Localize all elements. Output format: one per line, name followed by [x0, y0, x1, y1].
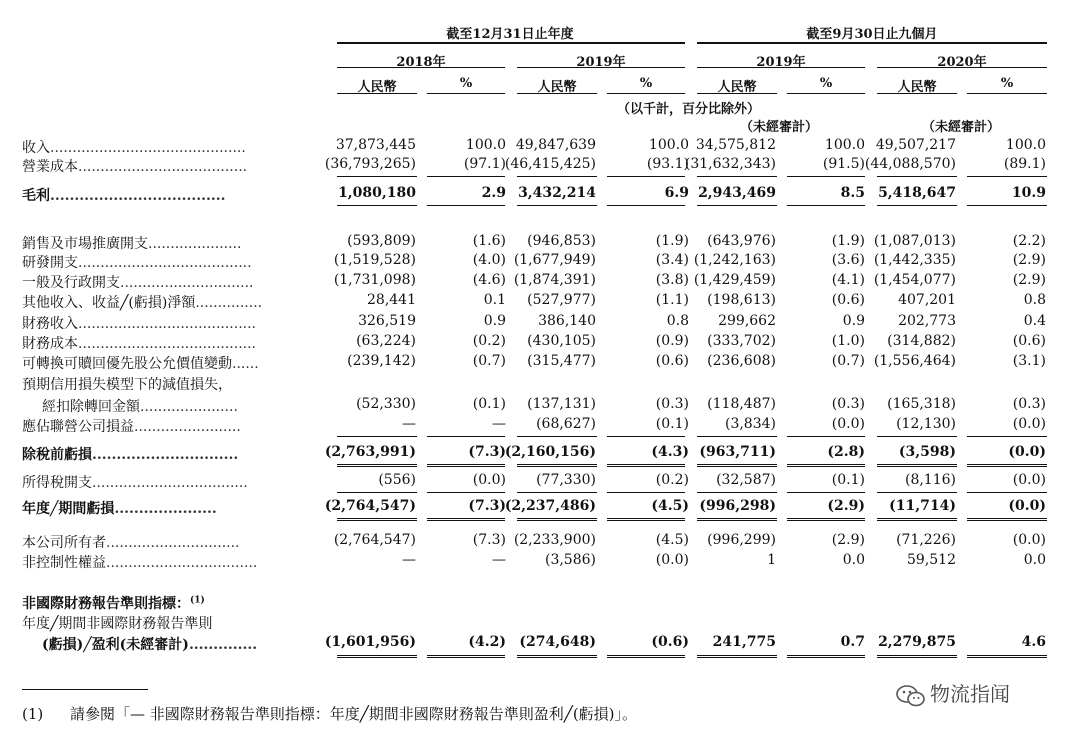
percent-cell: 100.0 — [648, 137, 689, 153]
amount-cell: 386,140 — [538, 313, 596, 329]
year-header-2018: 2018年 — [396, 55, 446, 70]
percent-cell: (4.0) — [472, 252, 506, 268]
table-row — [0, 472, 1080, 492]
percent-cell: (0.7) — [831, 353, 865, 369]
row-label: 財務收入........................................ — [22, 316, 257, 332]
amount-cell: (996,299) — [707, 532, 776, 548]
amount-cell: 241,775 — [712, 634, 776, 650]
footnote-text: 請參閱「— 非國際財務報告準則指標：年度╱期間非國際財務報告準則盈利╱(虧損)」。 — [70, 705, 638, 723]
row-label: 非國際財務報告準則指標：$^{(1)}$ — [22, 595, 205, 612]
group-header-nine-months: 截至9月30日止九個月 — [806, 27, 938, 42]
unaudited-note: （未經審計） — [922, 120, 1001, 135]
amount-cell: 59,512 — [907, 552, 956, 568]
total-rule — [517, 492, 597, 493]
total-rule — [517, 464, 597, 467]
amount-cell: (963,711) — [699, 444, 776, 460]
percent-cell: (0.0) — [1012, 472, 1046, 488]
amount-cell: (2,763,991) — [324, 444, 416, 460]
total-rule — [787, 205, 865, 206]
amount-cell: (430,105) — [527, 333, 596, 349]
percent-cell: (3.1) — [1012, 353, 1046, 369]
total-rule — [517, 176, 597, 177]
currency-rule — [337, 93, 417, 94]
total-rule — [877, 492, 957, 493]
percent-cell: (0.0) — [1012, 532, 1046, 548]
percent-cell: (0.0) — [1012, 416, 1046, 432]
percent-cell: 100.0 — [824, 137, 865, 153]
percent-cell: 0.8 — [1023, 292, 1046, 308]
percent-cell: (1.9) — [655, 233, 689, 249]
amount-cell: 3,432,214 — [518, 185, 596, 201]
amount-cell: 2,943,469 — [698, 185, 776, 201]
percent-cell: (3.8) — [655, 272, 689, 288]
percent-cell: (0.0) — [472, 472, 506, 488]
amount-cell: (63,224) — [356, 333, 416, 349]
leader-dots: .............................. — [106, 535, 240, 551]
table-row — [0, 272, 1080, 292]
total-rule — [337, 176, 417, 177]
table-row — [0, 333, 1080, 353]
total-rule — [877, 176, 957, 177]
row-label: 財務成本........................................ — [22, 336, 257, 352]
total-rule — [787, 655, 865, 658]
total-rule — [697, 176, 777, 177]
leader-dots: ................................... — [92, 475, 248, 491]
amount-cell: (333,702) — [707, 333, 776, 349]
row-label: (虧損)╱盈利(未經審計).............. — [42, 637, 258, 653]
amount-cell: — — [402, 552, 416, 568]
percent-cell: 100.0 — [1005, 137, 1046, 153]
percent-cell: (0.6) — [831, 292, 865, 308]
percent-cell: (0.3) — [1012, 396, 1046, 412]
percent-cell: (0.1) — [472, 396, 506, 412]
amount-cell: (527,977) — [527, 292, 596, 308]
percent-cell: — — [492, 416, 506, 432]
unaudited-note: （未經審計） — [740, 120, 819, 135]
percent-header: % — [819, 76, 833, 91]
percent-cell: (0.9) — [655, 333, 689, 349]
group-rule-2 — [697, 42, 1047, 44]
total-rule — [427, 655, 505, 658]
percent-cell: 0.9 — [842, 313, 865, 329]
leader-dots: ............... — [195, 295, 263, 311]
total-rule — [607, 492, 685, 493]
total-rule — [427, 205, 505, 206]
percent-cell: (3.4) — [655, 252, 689, 268]
currency-header: 人民幣 — [357, 80, 397, 95]
row-label: 非控制性權益.................................. — [22, 555, 258, 571]
leader-dots: ...................... — [140, 399, 238, 415]
total-rule — [517, 436, 597, 437]
table-row — [0, 233, 1080, 253]
row-label: 預期信用損失模型下的減值損失， — [22, 377, 232, 393]
percent-cell: (0.1) — [831, 472, 865, 488]
percent-cell: 0.0 — [1023, 552, 1046, 568]
total-rule — [337, 655, 417, 658]
group-header-year-ended: 截至12月31日止年度 — [446, 27, 574, 42]
percent-cell: (2.2) — [1012, 233, 1046, 249]
percent-cell: 100.0 — [465, 137, 506, 153]
leader-dots: .............................. — [92, 447, 239, 463]
table-row — [0, 252, 1080, 272]
leader-dots: ........................ — [134, 419, 241, 435]
amount-cell: (2,160,156) — [504, 444, 596, 460]
total-rule — [877, 655, 957, 658]
total-rule — [697, 655, 777, 658]
total-rule — [607, 176, 685, 177]
currency-rule — [877, 93, 957, 94]
percent-cell: (1.9) — [831, 233, 865, 249]
row-label: 收入............................................ — [22, 140, 246, 156]
amount-cell: (996,298) — [699, 498, 776, 514]
percent-cell: (2.9) — [1012, 252, 1046, 268]
row-label: 應佔聯營公司損益........................ — [22, 419, 241, 435]
percent-cell: (0.6) — [651, 634, 689, 650]
amount-cell: 28,441 — [367, 292, 416, 308]
amount-cell: (556) — [378, 472, 416, 488]
amount-cell: (1,677,949) — [513, 252, 596, 268]
percent-cell: (89.1) — [1003, 156, 1046, 172]
table-row — [0, 444, 1080, 464]
total-rule — [697, 436, 777, 437]
percent-cell: (4.5) — [651, 498, 689, 514]
total-rule — [337, 464, 417, 467]
table-row — [0, 313, 1080, 333]
row-label: 營業成本...................................... — [22, 159, 248, 175]
total-rule — [877, 205, 957, 206]
percent-cell: 0.9 — [483, 313, 506, 329]
currency-rule — [607, 93, 685, 94]
amount-cell: (3,598) — [898, 444, 956, 460]
percent-cell: (0.3) — [655, 396, 689, 412]
table-row — [0, 613, 1080, 633]
amount-cell: 5,418,647 — [878, 185, 956, 201]
percent-cell: (2.9) — [1012, 272, 1046, 288]
total-rule — [697, 464, 777, 467]
leader-dots: .............................. — [120, 275, 254, 291]
amount-cell: (77,330) — [536, 472, 596, 488]
total-rule — [427, 436, 505, 437]
total-rule — [877, 436, 957, 437]
row-label: 研發開支....................................... — [22, 255, 252, 271]
total-rule — [607, 655, 685, 658]
amount-cell: 37,873,445 — [335, 137, 416, 153]
amount-cell: (118,487) — [707, 396, 776, 412]
table-row — [0, 532, 1080, 552]
total-rule — [607, 518, 685, 521]
table-row — [0, 185, 1080, 205]
total-rule — [517, 205, 597, 206]
percent-cell: (4.6) — [472, 272, 506, 288]
footnote — [22, 703, 637, 724]
table-row — [0, 156, 1080, 176]
amount-cell: (32,587) — [716, 472, 776, 488]
watermark — [896, 678, 1010, 708]
percent-cell: (7.3) — [472, 532, 506, 548]
percent-header: % — [639, 76, 653, 91]
amount-cell: (71,226) — [896, 532, 956, 548]
total-rule — [337, 518, 417, 521]
percent-cell: (3.6) — [831, 252, 865, 268]
total-rule — [427, 518, 505, 521]
currency-header: 人民幣 — [897, 80, 937, 95]
percent-cell: (97.1) — [463, 156, 506, 172]
year-rule — [337, 67, 505, 68]
amount-cell: (946,853) — [527, 233, 596, 249]
amount-cell: 2,279,875 — [878, 634, 956, 650]
leader-dots: .................................. — [106, 555, 258, 571]
amount-cell: (643,976) — [707, 233, 776, 249]
percent-cell: (0.2) — [655, 472, 689, 488]
amount-cell: (1,429,459) — [693, 272, 776, 288]
percent-cell: 8.5 — [840, 185, 865, 201]
amount-cell: 34,575,812 — [695, 137, 776, 153]
total-rule — [967, 436, 1047, 437]
total-rule — [697, 492, 777, 493]
leader-dots: ..................... — [114, 501, 217, 517]
total-rule — [607, 205, 685, 206]
wechat-icon — [896, 682, 930, 706]
percent-cell: (0.0) — [831, 416, 865, 432]
amount-cell: (31,632,343) — [684, 156, 776, 172]
amount-cell: (239,142) — [347, 353, 416, 369]
total-rule — [967, 464, 1047, 467]
currency-header: 人民幣 — [537, 80, 577, 95]
table-row — [0, 634, 1080, 654]
total-rule — [787, 492, 865, 493]
amount-cell: (315,477) — [527, 353, 596, 369]
table-row — [0, 353, 1080, 373]
table-row — [0, 416, 1080, 436]
leader-dots: .............. — [188, 637, 258, 653]
row-label: 銷售及市場推廣開支..................... — [22, 236, 242, 252]
row-label: 可轉換可贖回優先股公允價值變動...... — [22, 356, 259, 372]
amount-cell: (1,601,956) — [324, 634, 416, 650]
total-rule — [967, 655, 1047, 658]
amount-cell: (8,116) — [904, 472, 956, 488]
leader-dots: ..................... — [148, 236, 242, 252]
amount-cell: 1,080,180 — [338, 185, 416, 201]
amount-cell: (198,613) — [707, 292, 776, 308]
amount-cell: (3,834) — [724, 416, 776, 432]
year-header-2019-annual: 2019年 — [576, 55, 626, 70]
percent-cell: 6.9 — [664, 185, 689, 201]
percent-cell: (1.1) — [655, 292, 689, 308]
leader-dots: ...... — [232, 356, 259, 372]
amount-cell: (1,874,391) — [513, 272, 596, 288]
leader-dots: ....................................... — [78, 255, 252, 271]
total-rule — [337, 205, 417, 206]
leader-dots: .................................... — [50, 188, 226, 204]
amount-cell: (1,087,013) — [873, 233, 956, 249]
total-rule — [337, 436, 417, 437]
percent-cell: (91.5) — [822, 156, 865, 172]
amount-cell: (137,131) — [527, 396, 596, 412]
table-row — [0, 593, 1080, 613]
percent-cell: 4.6 — [1021, 634, 1046, 650]
year-rule — [697, 67, 865, 68]
total-rule — [697, 205, 777, 206]
percent-header: % — [1000, 76, 1014, 91]
percent-cell: (0.0) — [655, 552, 689, 568]
percent-cell: (93.1) — [646, 156, 689, 172]
percent-cell: (0.3) — [831, 396, 865, 412]
percent-cell: (4.1) — [831, 272, 865, 288]
percent-cell: (0.6) — [655, 353, 689, 369]
total-rule — [427, 176, 505, 177]
amount-cell: (314,882) — [887, 333, 956, 349]
units-note: （以千計，百分比除外） — [617, 102, 761, 117]
percent-cell: (0.6) — [1012, 333, 1046, 349]
percent-cell: 0.7 — [840, 634, 865, 650]
total-rule — [967, 492, 1047, 493]
total-rule — [517, 518, 597, 521]
percent-cell: (7.3) — [468, 498, 506, 514]
percent-cell: (7.3) — [468, 444, 506, 460]
amount-cell: (2,764,547) — [333, 532, 416, 548]
amount-cell: (44,088,570) — [864, 156, 956, 172]
percent-cell: (4.5) — [655, 532, 689, 548]
amount-cell: (46,415,425) — [504, 156, 596, 172]
footnote-number: (1) — [22, 705, 44, 723]
currency-rule — [697, 93, 777, 94]
amount-cell: (36,793,265) — [324, 156, 416, 172]
amount-cell: (1,242,163) — [693, 252, 776, 268]
currency-rule — [427, 93, 505, 94]
percent-cell: (2.9) — [831, 532, 865, 548]
watermark-text: 物流指闻 — [930, 682, 1010, 706]
total-rule — [877, 464, 957, 467]
amount-cell: (2,237,486) — [504, 498, 596, 514]
year-header-2020: 2020年 — [937, 55, 987, 70]
total-rule — [787, 176, 865, 177]
table-row — [0, 552, 1080, 572]
amount-cell: (165,318) — [887, 396, 956, 412]
leader-dots: ............................................ — [50, 140, 246, 156]
total-rule — [877, 518, 957, 521]
amount-cell: (593,809) — [347, 233, 416, 249]
row-label: 毛利.................................... — [22, 188, 226, 204]
percent-cell: (0.7) — [472, 353, 506, 369]
amount-cell: (1,731,098) — [333, 272, 416, 288]
amount-cell: 326,519 — [358, 313, 416, 329]
leader-dots: ........................................ — [78, 316, 257, 332]
row-label: 年度╱期間虧損..................... — [22, 501, 217, 517]
leader-dots: ...................................... — [78, 159, 248, 175]
total-rule — [607, 436, 685, 437]
year-header-2019-nine-months: 2019年 — [756, 55, 806, 70]
percent-cell: (0.0) — [1008, 444, 1046, 460]
amount-cell: (1,442,335) — [873, 252, 956, 268]
percent-header: % — [459, 76, 473, 91]
leader-dots: ........................................ — [78, 336, 257, 352]
amount-cell: 299,662 — [718, 313, 776, 329]
percent-cell: (2.9) — [827, 498, 865, 514]
amount-cell: (1,556,464) — [873, 353, 956, 369]
row-label: 經扣除轉回金額...................... — [42, 399, 238, 415]
row-label: 除稅前虧損.............................. — [22, 447, 239, 463]
percent-cell: (0.1) — [655, 416, 689, 432]
amount-cell: — — [402, 416, 416, 432]
currency-rule — [967, 93, 1047, 94]
footnote-rule — [22, 689, 148, 690]
amount-cell: (68,627) — [536, 416, 596, 432]
row-label: 其他收入、收益╱(虧損)淨額............... — [22, 295, 263, 311]
total-rule — [967, 205, 1047, 206]
amount-cell: (2,233,900) — [513, 532, 596, 548]
percent-cell: 0.1 — [483, 292, 506, 308]
total-rule — [427, 464, 505, 467]
percent-cell: 0.0 — [842, 552, 865, 568]
percent-cell: (2.8) — [827, 444, 865, 460]
total-rule — [337, 492, 417, 493]
total-rule — [517, 655, 597, 658]
percent-cell: (0.2) — [472, 333, 506, 349]
table-row — [0, 137, 1080, 157]
amount-cell: 1 — [767, 552, 776, 568]
amount-cell: (1,519,528) — [333, 252, 416, 268]
amount-cell: 407,201 — [898, 292, 956, 308]
table-row — [0, 498, 1080, 518]
row-label: 年度╱期間非國際財務報告準則 — [22, 616, 213, 632]
amount-cell: 49,507,217 — [875, 137, 956, 153]
table-row — [0, 396, 1080, 416]
total-rule — [787, 464, 865, 467]
amount-cell: (3,586) — [544, 552, 596, 568]
percent-cell: 0.4 — [1023, 313, 1046, 329]
table-row — [0, 374, 1080, 394]
group-rule-1 — [337, 42, 685, 44]
percent-cell: (1.0) — [831, 333, 865, 349]
amount-cell: (1,454,077) — [873, 272, 956, 288]
total-rule — [787, 436, 865, 437]
amount-cell: (52,330) — [356, 396, 416, 412]
row-label: 本公司所有者.............................. — [22, 535, 240, 551]
row-label: 所得稅開支................................... — [22, 475, 248, 491]
percent-cell: (4.3) — [651, 444, 689, 460]
total-rule — [427, 492, 505, 493]
amount-cell: (11,714) — [889, 498, 956, 514]
total-rule — [787, 518, 865, 521]
amount-cell: 202,773 — [898, 313, 956, 329]
currency-header: 人民幣 — [717, 80, 757, 95]
year-rule — [877, 67, 1047, 68]
row-label: 一般及行政開支.............................. — [22, 275, 254, 291]
amount-cell: (274,648) — [519, 634, 596, 650]
amount-cell: (236,608) — [707, 353, 776, 369]
currency-rule — [517, 93, 597, 94]
percent-cell: (4.2) — [468, 634, 506, 650]
percent-cell: 10.9 — [1011, 185, 1046, 201]
total-rule — [967, 176, 1047, 177]
total-rule — [967, 518, 1047, 521]
amount-cell: 49,847,639 — [515, 137, 596, 153]
percent-cell: (0.0) — [1008, 498, 1046, 514]
percent-cell: (1.6) — [472, 233, 506, 249]
table-row — [0, 292, 1080, 312]
total-rule — [607, 464, 685, 467]
amount-cell: (12,130) — [896, 416, 956, 432]
percent-cell: 2.9 — [481, 185, 506, 201]
percent-cell: — — [492, 552, 506, 568]
amount-cell: (2,764,547) — [324, 498, 416, 514]
year-rule — [517, 67, 685, 68]
percent-cell: 0.8 — [666, 313, 689, 329]
currency-rule — [787, 93, 865, 94]
total-rule — [697, 518, 777, 521]
